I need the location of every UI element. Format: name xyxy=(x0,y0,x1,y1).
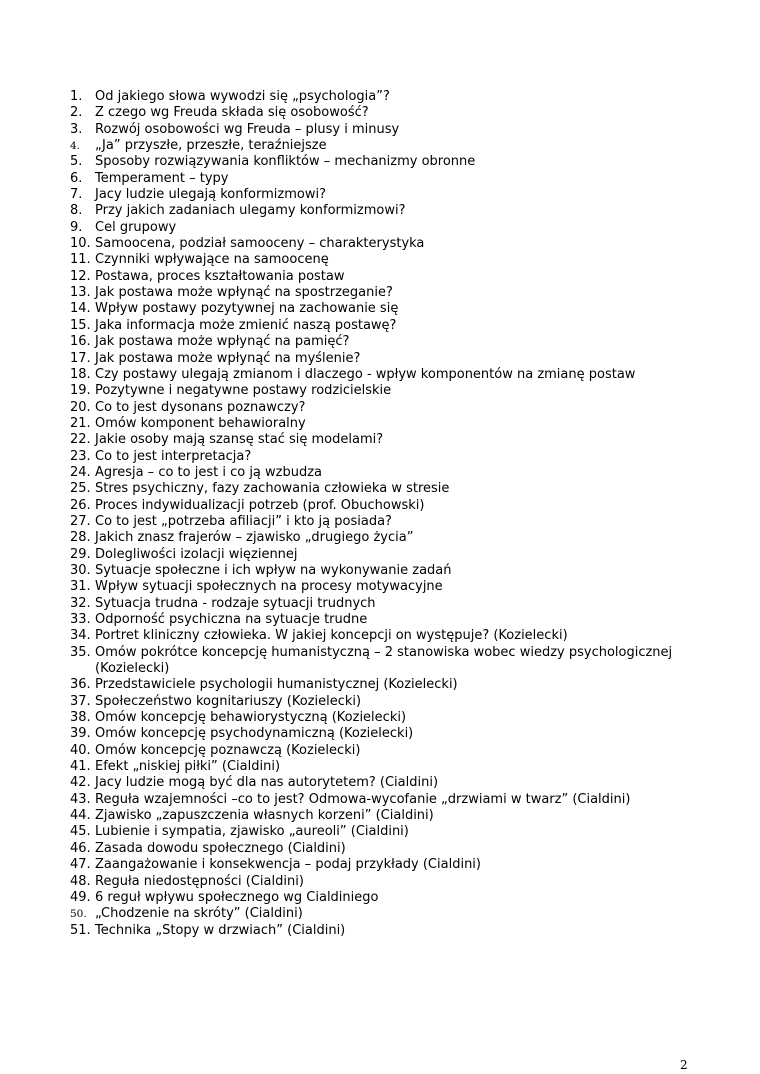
item-text: Cel grupowy xyxy=(95,219,177,235)
item-number: 15. xyxy=(70,317,91,333)
item-number: 5. xyxy=(70,154,83,170)
item-text: Jaka informacja może zmienić naszą postawę? xyxy=(95,317,397,333)
item-text: Co to jest „potrzeba afiliacji” i kto ją posiada? xyxy=(95,513,392,529)
item-text: Technika „Stopy w drzwiach” (Cialdini) xyxy=(95,922,346,938)
item-text: Z czego wg Freuda składa się osobowość? xyxy=(95,105,369,121)
list-item xyxy=(70,726,710,742)
item-text: Czy postawy ulegają zmianom i dlaczego - wpływ komponentów na zmianę postaw xyxy=(95,366,636,382)
item-text: Zaangażowanie i konsekwencja – podaj przykłady (Cialdini) xyxy=(95,857,481,873)
item-number: 33. xyxy=(70,612,91,627)
item-text: 6 reguł wpływu społecznego wg Cialdiniego xyxy=(95,889,379,905)
list-item xyxy=(70,89,710,105)
item-text: Od jakiego słowa wywodzi się „psychologia”? xyxy=(95,89,390,104)
item-text: Efekt „niskiej piłki” (Cialdini) xyxy=(95,759,281,775)
item-text: Sytuacje społeczne i ich wpływ na wykonywanie zadań xyxy=(95,562,452,578)
item-number: 6. xyxy=(70,170,83,186)
item-text: Rozwój osobowości wg Freuda – plusy i minusy xyxy=(95,121,400,137)
item-text: Reguła wzajemności –co to jest? Odmowa-wycofanie „drzwiami w twarz” (Cialdini) xyxy=(95,791,631,807)
item-number: 30. xyxy=(70,562,91,578)
item-number: 12. xyxy=(70,268,91,284)
item-text: Przy jakich zadaniach ulegamy konformizmowi? xyxy=(95,203,406,219)
list-item xyxy=(70,677,710,693)
list-item xyxy=(70,416,710,432)
item-number: 19. xyxy=(70,383,91,399)
item-text: Omów komponent behawioralny xyxy=(95,415,306,431)
item-number: 35. xyxy=(70,644,91,660)
item-text: Jacy ludzie ulegają konformizmowi? xyxy=(95,187,326,203)
item-number: 7. xyxy=(70,187,83,203)
list-item xyxy=(70,792,710,808)
item-text: Postawa, proces kształtowania postaw xyxy=(95,268,345,284)
item-text: Zasada dowodu społecznego (Cialdini) xyxy=(95,840,346,856)
item-text: Jak postawa może wpłynąć na myślenie? xyxy=(95,350,361,366)
list-item xyxy=(70,808,710,824)
item-text: Omów koncepcję psychodynamiczną (Kozielecki) xyxy=(95,726,414,742)
item-number: 43. xyxy=(70,791,91,807)
list-item xyxy=(70,530,710,546)
item-number: 8. xyxy=(70,203,83,219)
item-text: Reguła niedostępności (Cialdini) xyxy=(95,873,304,889)
item-number: 50. xyxy=(70,908,87,921)
list-item xyxy=(70,301,710,317)
list-item xyxy=(70,743,710,759)
item-number: 10. xyxy=(70,236,91,252)
list-item xyxy=(70,579,710,595)
item-text: Lubienie i sympatia, zjawisko „aureoli” (Cialdini) xyxy=(95,824,409,840)
item-number: 16. xyxy=(70,334,91,350)
item-text: Jak postawa może wpłynąć na spostrzeganie? xyxy=(95,285,393,301)
item-number: 21. xyxy=(70,415,91,431)
item-number: 27. xyxy=(70,513,91,529)
item-text: Jacy ludzie mogą być dla nas autorytetem? (Cialdini) xyxy=(95,775,439,791)
item-text: Sytuacja trudna - rodzaje sytuacji trudnych xyxy=(95,595,376,611)
item-number: 29. xyxy=(70,546,91,562)
item-number: 2. xyxy=(70,105,83,121)
item-number: 24. xyxy=(70,464,91,480)
item-number: 51. xyxy=(70,922,91,938)
item-number: 18. xyxy=(70,366,91,382)
item-text: Co to jest interpretacja? xyxy=(95,448,252,464)
item-number: 48. xyxy=(70,873,91,889)
list-item xyxy=(70,906,710,922)
item-text: Odporność psychiczna na sytuacje trudne xyxy=(95,612,368,627)
item-text: Pozytywne i negatywne postawy rodzicielskie xyxy=(95,383,392,399)
item-number: 44. xyxy=(70,808,91,824)
item-number: 37. xyxy=(70,693,91,709)
item-number: 42. xyxy=(70,775,91,791)
item-text: Proces indywidualizacji potrzeb (prof. Obuchowski) xyxy=(95,497,425,513)
list-item xyxy=(70,400,710,416)
item-text: Jak postawa może wpłynąć na pamięć? xyxy=(95,334,350,350)
item-number: 28. xyxy=(70,530,91,546)
list-item xyxy=(70,775,710,791)
list-item xyxy=(70,498,710,514)
list-item xyxy=(70,923,710,939)
item-number: 4. xyxy=(70,140,81,153)
list-item xyxy=(70,481,710,497)
item-number: 40. xyxy=(70,742,91,758)
item-number: 3. xyxy=(70,121,83,137)
item-text: Agresja – co to jest i co ją wzbudza xyxy=(95,464,323,480)
item-text: Temperament – typy xyxy=(95,170,229,186)
list-item xyxy=(70,694,710,710)
item-number: 1. xyxy=(70,89,83,104)
list-item xyxy=(70,252,710,268)
list-item xyxy=(70,220,710,236)
list-item xyxy=(70,351,710,367)
item-text: Omów koncepcję behawiorystyczną (Kozielecki) xyxy=(95,710,407,726)
list-item xyxy=(70,122,710,138)
item-number: 34. xyxy=(70,628,91,644)
item-number: 31. xyxy=(70,579,91,595)
list-item xyxy=(70,710,710,726)
list-item xyxy=(70,449,710,465)
list-item xyxy=(70,171,710,187)
list-item xyxy=(70,367,710,383)
list-item xyxy=(70,628,710,644)
page-number: 2 xyxy=(680,1058,688,1072)
item-text: Wpływ sytuacji społecznych na procesy motywacyjne xyxy=(95,579,443,595)
list-item xyxy=(70,857,710,873)
item-text: Co to jest dysonans poznawczy? xyxy=(95,399,306,415)
item-text: Zjawisko „zapuszczenia własnych korzeni” (Cialdini) xyxy=(95,808,434,824)
list-item xyxy=(70,890,710,906)
item-number: 26. xyxy=(70,497,91,513)
item-text: Jakich znasz frajerów – zjawisko „drugiego życia” xyxy=(95,530,414,546)
item-number: 17. xyxy=(70,350,91,366)
item-number: 39. xyxy=(70,726,91,742)
item-number: 11. xyxy=(70,252,91,268)
item-number: 25. xyxy=(70,481,91,497)
item-number: 14. xyxy=(70,301,91,317)
list-item xyxy=(70,874,710,890)
item-text: Przedstawiciele psychologii humanistycznej (Kozielecki) xyxy=(95,677,458,693)
list-item xyxy=(70,432,710,448)
list-item xyxy=(70,547,710,563)
list-item xyxy=(70,318,710,334)
list-item xyxy=(70,759,710,775)
item-number: 22. xyxy=(70,432,91,448)
list-item xyxy=(70,612,710,628)
list-item xyxy=(70,841,710,857)
item-number: 13. xyxy=(70,285,91,301)
item-text: Samoocena, podział samooceny – charakterystyka xyxy=(95,236,425,252)
item-number: 36. xyxy=(70,677,91,693)
item-text: Portret kliniczny człowieka. W jakiej koncepcji on występuje? (Kozielecki) xyxy=(95,628,568,644)
item-number: 38. xyxy=(70,710,91,726)
list-item xyxy=(70,269,710,285)
item-text: Omów pokrótce koncepcję humanistyczną – 2 stanowiska wobec wiedzy psychologicznej (Kozielecki) xyxy=(95,644,673,677)
item-text: Jakie osoby mają szansę stać się modelami? xyxy=(95,432,384,448)
item-text: Społeczeństwo kognitariuszy (Kozielecki) xyxy=(95,693,362,709)
item-number: 45. xyxy=(70,824,91,840)
list-item xyxy=(70,154,710,170)
item-number: 41. xyxy=(70,759,91,775)
list-item xyxy=(70,824,710,840)
item-text: Stres psychiczny, fazy zachowania człowieka w stresie xyxy=(95,481,450,497)
list-item xyxy=(70,334,710,350)
list-item xyxy=(70,187,710,203)
item-text: Wpływ postawy pozytywnej na zachowanie się xyxy=(95,301,399,317)
item-number: 32. xyxy=(70,595,91,611)
item-number: 47. xyxy=(70,857,91,873)
item-text: Dolegliwości izolacji więziennej xyxy=(95,546,298,562)
list-item xyxy=(70,465,710,481)
item-text: Omów koncepcję poznawczą (Kozielecki) xyxy=(95,742,361,758)
item-number: 9. xyxy=(70,219,83,235)
list-item xyxy=(70,383,710,399)
item-number: 49. xyxy=(70,889,91,905)
list-item xyxy=(70,514,710,530)
list-item xyxy=(70,563,710,579)
item-text: Czynniki wpływające na samoocenę xyxy=(95,252,329,268)
list-item xyxy=(70,138,710,154)
question-list xyxy=(70,89,710,939)
list-item xyxy=(70,236,710,252)
list-item xyxy=(70,203,710,219)
list-item xyxy=(70,285,710,301)
list-item xyxy=(70,596,710,612)
list-item xyxy=(70,645,710,678)
list-item xyxy=(70,105,710,121)
item-number: 46. xyxy=(70,840,91,856)
item-number: 23. xyxy=(70,448,91,464)
item-text: „Chodzenie na skróty” (Cialdini) xyxy=(95,906,303,922)
item-number: 20. xyxy=(70,399,91,415)
item-text: Sposoby rozwiązywania konfliktów – mechanizmy obronne xyxy=(95,154,476,170)
item-text: „Ja” przyszłe, przeszłe, teraźniejsze xyxy=(95,138,327,154)
